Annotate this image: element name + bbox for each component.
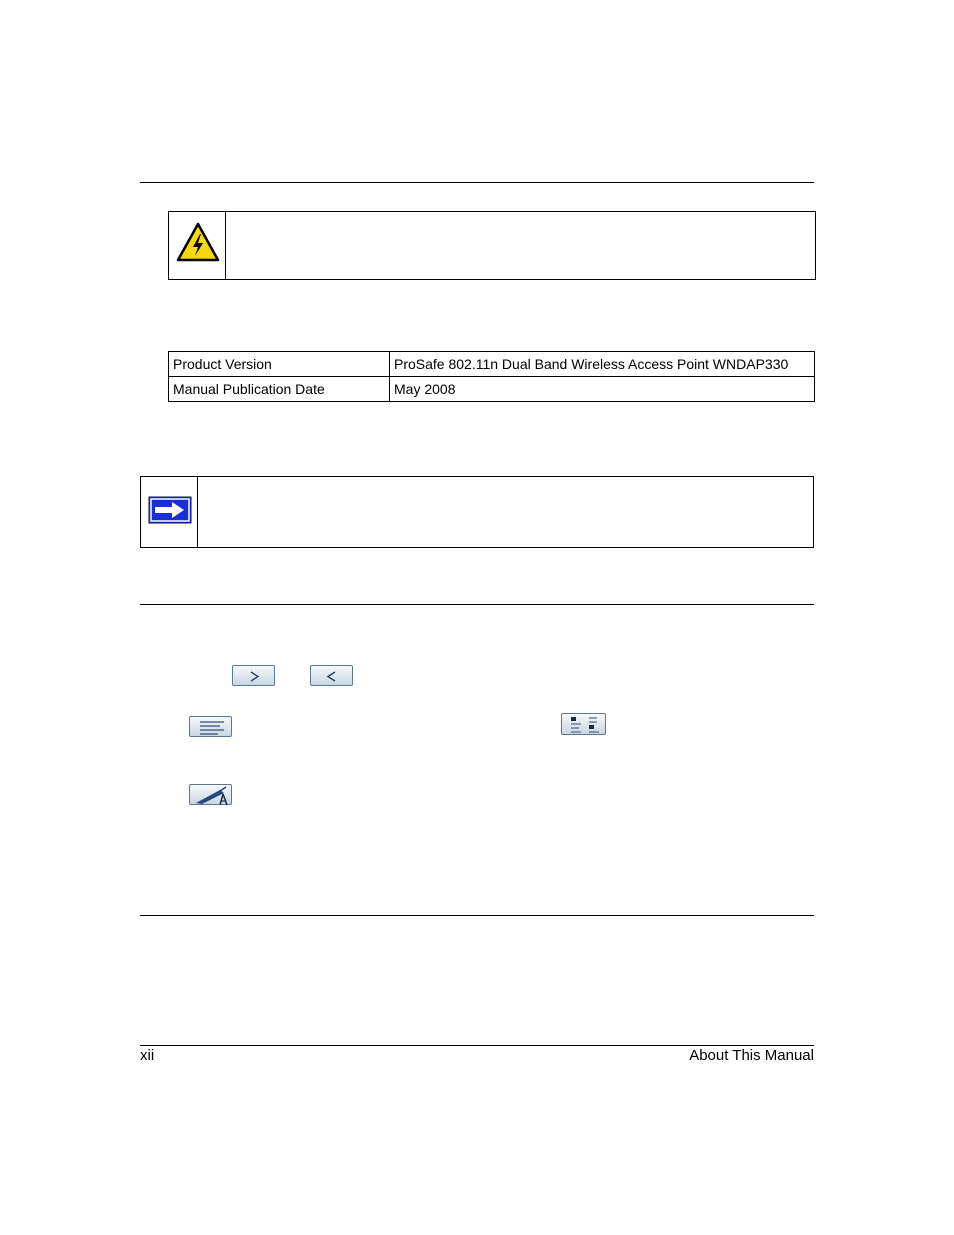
less-than-icon	[311, 666, 354, 687]
web-link-button[interactable]	[189, 784, 232, 805]
section-rule	[140, 604, 814, 605]
footer-section-title: About This Manual	[689, 1047, 814, 1064]
table-row	[169, 352, 815, 377]
print-pages-icon	[562, 714, 607, 736]
table-of-contents-button[interactable]	[189, 716, 232, 737]
greater-than-icon	[233, 666, 276, 687]
table-cell-label: Manual Publication Date	[169, 377, 390, 402]
note-icon-cell	[141, 477, 198, 547]
print-button[interactable]	[561, 713, 606, 735]
table-cell-value: ProSafe 802.11n Dual Band Wireless Access Point WNDAP330	[390, 352, 815, 377]
table-row	[169, 377, 815, 402]
toc-lines-icon	[190, 717, 233, 738]
table-cell-label: Product Version	[169, 352, 390, 377]
previous-page-button[interactable]	[310, 665, 353, 686]
warning-icon-cell	[169, 212, 226, 279]
next-page-button[interactable]	[232, 665, 275, 686]
arrow-note-icon	[148, 496, 192, 524]
note-box	[140, 476, 814, 548]
footer-rule	[140, 1045, 814, 1046]
warning-box	[168, 211, 816, 280]
table-cell-value: May 2008	[390, 377, 815, 402]
top-rule	[140, 182, 814, 183]
page-number: xii	[140, 1047, 155, 1064]
warning-lightning-icon	[176, 222, 220, 262]
satellite-dish-icon	[190, 785, 233, 806]
product-info-table	[168, 351, 815, 402]
section-rule-bottom	[140, 915, 814, 916]
